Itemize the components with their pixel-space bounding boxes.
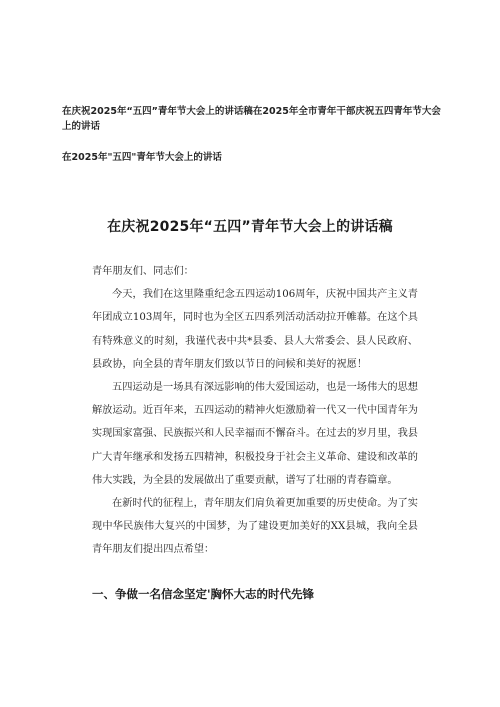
document-body — [92, 260, 418, 562]
salutation: 青年朋友们、同志们： — [92, 266, 194, 277]
paragraph-2: 五四运动是一场具有深远影响的伟大爱国运动，也是一场伟大的思想解放运动。近百年来，五四运动的精神火炬激励着一代又一代中国青年为实现国家富强、民族振兴和人民幸福而不懈奋斗。在过去的岁月里，我县广大青年继承和发扬五四精神，积极投身于社会主义革命、建设和改革的伟大实践，为全县的发展做出了重要贡献，谱写了壮丽的青春篇章。 — [92, 382, 418, 486]
section-heading-1: 一、争做一名信念坚定'胸怀大志的时代先锋 — [92, 587, 315, 601]
cover-title-line: 在庆祝2025年“五四”青年节大会上的讲话稿在2025年全市青年干部庆祝五四青年节大会上的讲话 — [62, 106, 441, 132]
document-title: 在庆祝2025年“五四”青年节大会上的讲话稿 — [107, 219, 393, 235]
cover-subtitle-line: 在2025年"五四"青年节大会上的讲话 — [62, 152, 222, 163]
paragraph-3: 在新时代的征程上，青年朋友们肩负着更加重要的历史使命。为了实现中华民族伟大复兴的中国梦，为了建设更加美好的XX县城，我向全县青年朋友们提出四点希望： — [92, 498, 418, 556]
paragraph-1: 今天，我们在这里隆重纪念五四运动106周年，庆祝中国共产主义青年团成立103周年，同时也为全区五四系列活动活动拉开帷幕。在这个具有特殊意义的时刻，我谨代表中共*县委、县人大常委会、县人民政府、县政协，向全县的青年朋友们致以节日的问候和美好的祝愿！ — [92, 289, 418, 370]
